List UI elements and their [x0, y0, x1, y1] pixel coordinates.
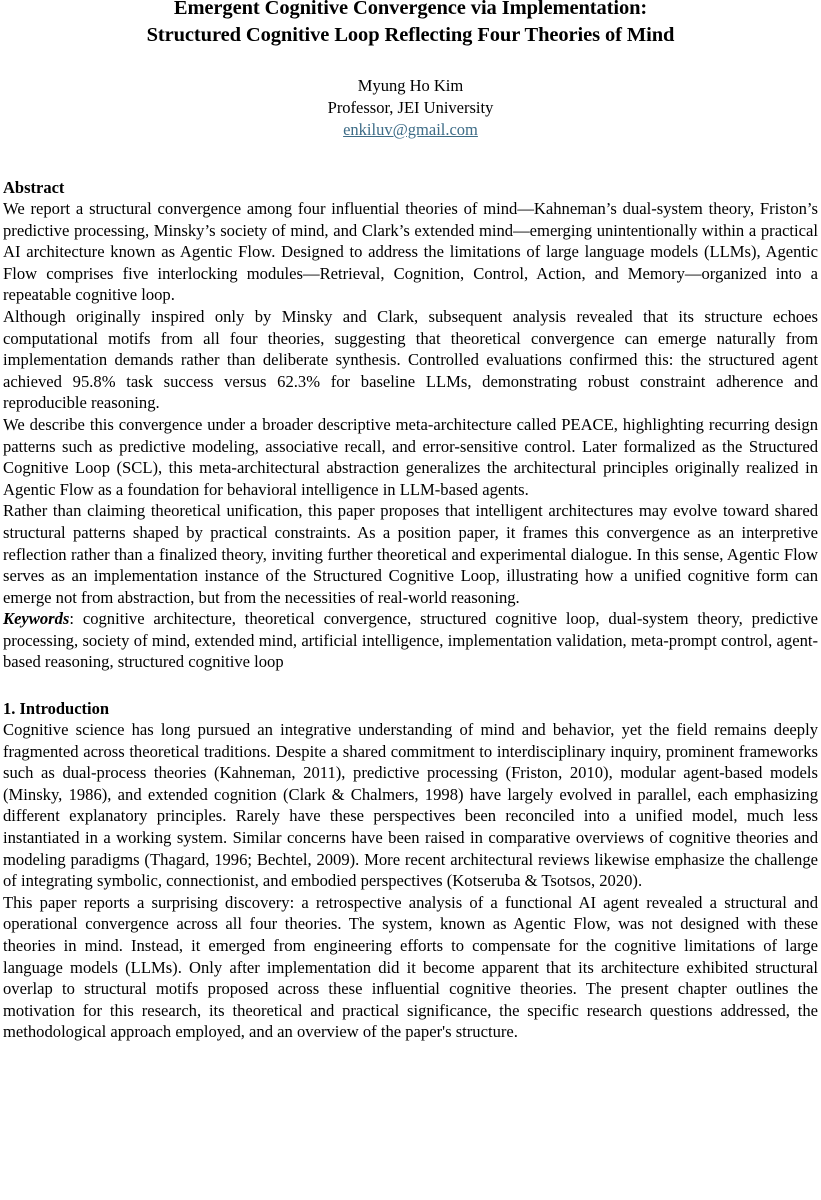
author-block: [3, 75, 818, 141]
introduction-heading: 1. Introduction: [3, 699, 110, 719]
keywords-separator: :: [69, 609, 74, 629]
introduction-paragraph-1: Cognitive science has long pursued an integrative understanding of mind and behavior, yet the field remains deeply fragmented across theoretical traditions. Despite a shared commitment to interdisciplinary inquiry, prominent frameworks such as dual-process theories (Kahneman, 2011), predictive processing (Friston, 2010), modular agent-based models (Minsky, 1986), and extended cognition (Clark & Chalmers, 1998) have largely evolved in parallel, each emphasizing different explanatory principles. Rarely have these perspectives been reconciled into a unified model, much less instantiated in a working system. Similar concerns have been raised in comparative overviews of cognitive theories and modeling paradigms (Thagard, 1996; Bechtel, 2009). More recent architectural reviews likewise emphasize the challenge of integrating symbolic, connectionist, and embodied perspectives (Kotseruba & Tsotsos, 2020).: [3, 720, 818, 891]
keywords-text: cognitive architecture, theoretical convergence, structured cognitive loop, dual-system theory, predictive processing, society of mind, extended mind, artificial intelligence, implementation validation, meta-prompt control, agent-based reasoning, structured cognitive loop: [3, 609, 819, 672]
abstract-paragraph-1: We report a structural convergence among four influential theories of mind—Kahneman’s dual-system theory, Friston’s predictive processing, Minsky’s society of mind, and Clark’s extended mind—emerging unintentionally within a practical AI architecture known as Agentic Flow. Designed to address the limitations of large language models (LLMs), Agentic Flow comprises five interlocking modules—Retrieval, Cognition, Control, Action, and Memory—organized into a repeatable cognitive loop.: [3, 199, 818, 305]
abstract-paragraph-3: We describe this convergence under a broader descriptive meta-architecture called PEACE, highlighting recurring design patterns such as predictive modeling, associative recall, and error-sensitive control. Later formalized as the Structured Cognitive Loop (SCL), this meta-architectural abstraction generalizes the architectural principles originally realized in Agentic Flow as a foundation for behavioral intelligence in LLM-based agents.: [3, 414, 818, 499]
keywords-line: [3, 608, 818, 673]
abstract-paragraph-2: Although originally inspired only by Minsky and Clark, subsequent analysis revealed that its structure echoes computational motifs from all four theories, suggesting that theoretical convergence can emerge naturally from implementation demands rather than deliberate synthesis. Controlled evaluations confirmed this: the structured agent achieved 95.8% task success versus 62.3% for baseline LLMs, demonstrating robust constraint adherence and reproducible reasoning.: [3, 306, 818, 413]
introduction-paragraph-2: This paper reports a surprising discovery: a retrospective analysis of a functional AI agent revealed a structural and operational convergence across all four theories. The system, known as Agentic Flow, was not designed with these theories in mind. Instead, it emerged from engineering efforts to compensate for the cognitive limitations of large language models (LLMs). Only after implementation did it become apparent that its architecture exhibited structural overlap to structural motifs proposed across these influential cognitive theories. The present chapter outlines the motivation for this research, its theoretical and practical significance, the specific research questions addressed, the methodological approach employed, and an overview of the paper's structure.: [3, 892, 818, 1042]
author-email-link[interactable]: enkiluv@gmail.com: [343, 120, 478, 139]
abstract-paragraph-4: Rather than claiming theoretical unification, this paper proposes that intelligent architectures may evolve toward shared structural patterns shaped by practical constraints. As a position paper, it frames this convergence as an interpretive reflection rather than a finalized theory, inviting further theoretical and experimental dialogue. In this sense, Agentic Flow serves as an implementation instance of the Structured Cognitive Loop, illustrating how a unified cognitive form can emerge not from abstraction, but from the necessities of real-world reasoning.: [3, 501, 818, 607]
title-block: [3, 0, 818, 49]
keywords-label: Keywords: [3, 609, 70, 629]
author-name: Myung Ho Kim: [357, 76, 464, 95]
author-affiliation: Professor, JEI University: [327, 98, 494, 117]
abstract-heading: Abstract: [3, 178, 65, 197]
paper-title-line-1: Emergent Cognitive Convergence via Implementation:: [173, 0, 648, 19]
author-email-line: [3, 119, 818, 141]
paper-title-line-2: Structured Cognitive Loop Reflecting Four Theories of Mind: [146, 24, 675, 46]
